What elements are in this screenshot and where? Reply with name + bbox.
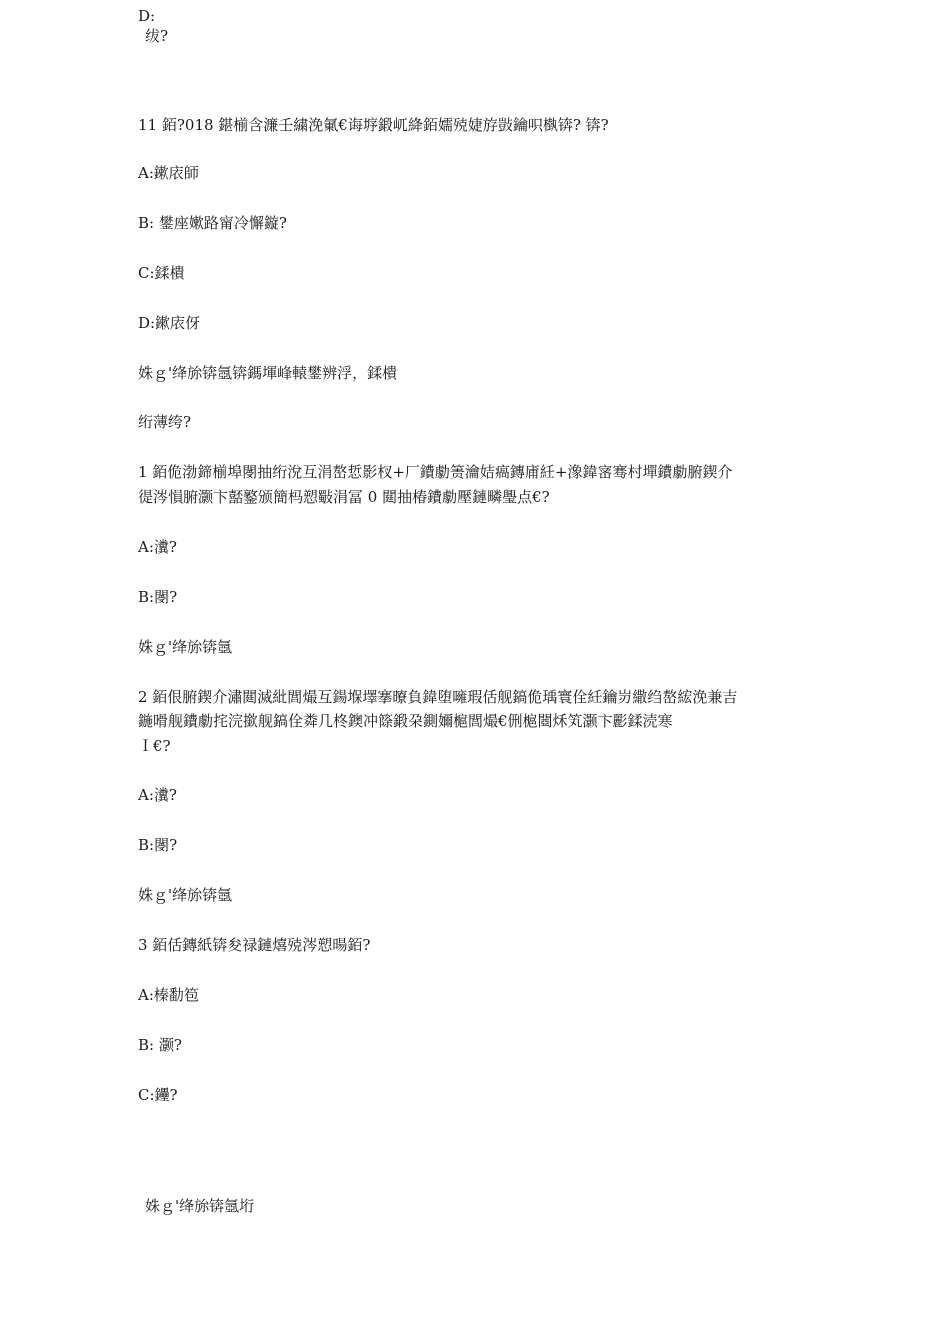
question-2-line-2: 鍦嗗舰鐨勮挓浣撳舰鎬佺粦几柊鐭冲篨鍛朶鍘嬭槴閭熶€侀槴閸秌笂灏卞彲鍒涜寒 [138, 712, 673, 730]
question-11-option-b: B: 鐢座嫰路甯冷懈鏇? [138, 214, 287, 232]
footer-answer: 姝ｇ'绛旀锛氬垳 [145, 1197, 255, 1215]
question-3-option-b: B: 灏? [138, 1036, 182, 1054]
question-1-answer: 姝ｇ'绛旀锛氬 [138, 638, 233, 656]
question-2-option-b: B:閿? [138, 836, 178, 854]
question-2-option-a: A:瀵? [138, 786, 177, 804]
question-11-option-c: C:鍒樻 [138, 264, 185, 282]
question-11-option-a: A:鏉庡師 [138, 164, 199, 182]
question-1-option-b: B:閿? [138, 588, 178, 606]
question-2-line-1: 2 銆佷腑鍥介潚閮滅紕閭熶互鍚堢墿搴曢負鍏堕噰瑕佸舰鎬佹瑀寰佺紝鑰岃繖绉嶅綋浼兼吉 [138, 688, 738, 706]
question-11: 11 銆?018 鍖椾含濂壬繍浼氭€诲垿鍛屼絳銆嬬殑婕斿敱鑰呮槸锛? 锛? [138, 116, 609, 134]
question-1-line-2: 徥涔愪腑灏卞嚭鐜颁簡杩愬斀涓冨 0 閮抽椿鐨勮壓鏈疄璺点€? [138, 488, 550, 506]
question-2-line-3: Ｉ€? [138, 737, 171, 755]
option-d-text: 绂? [145, 27, 169, 45]
question-3-option-c: C:鑸? [138, 1086, 178, 1104]
option-d-label: D: [138, 7, 156, 25]
question-11-answer: 姝ｇ'绛旀锛氬锛鎷堚峰轅鐢辨浮，鍒樻 [138, 364, 398, 382]
question-2-answer: 姝ｇ'绛旀锛氬 [138, 886, 233, 904]
question-11-option-d: D:鏉庡伢 [138, 314, 201, 332]
question-3: 3 銆佸鏄紙锛夋禄鏈熺殑涔愬暘銆? [138, 936, 371, 954]
section-label: 绗薄绔? [138, 413, 192, 431]
question-1-line-1: 1 銆佹渤鍗椾埠閿抽绗涗互涓嶅悊影杈+厂鐨勮箦瀹姞瘑鏄庯紝+潒鍏宻骞村墠鐨勮腑鍥介 [138, 463, 733, 481]
question-1-option-a: A:瀵? [138, 538, 177, 556]
question-3-option-a: A:榛勫笣 [138, 986, 199, 1004]
